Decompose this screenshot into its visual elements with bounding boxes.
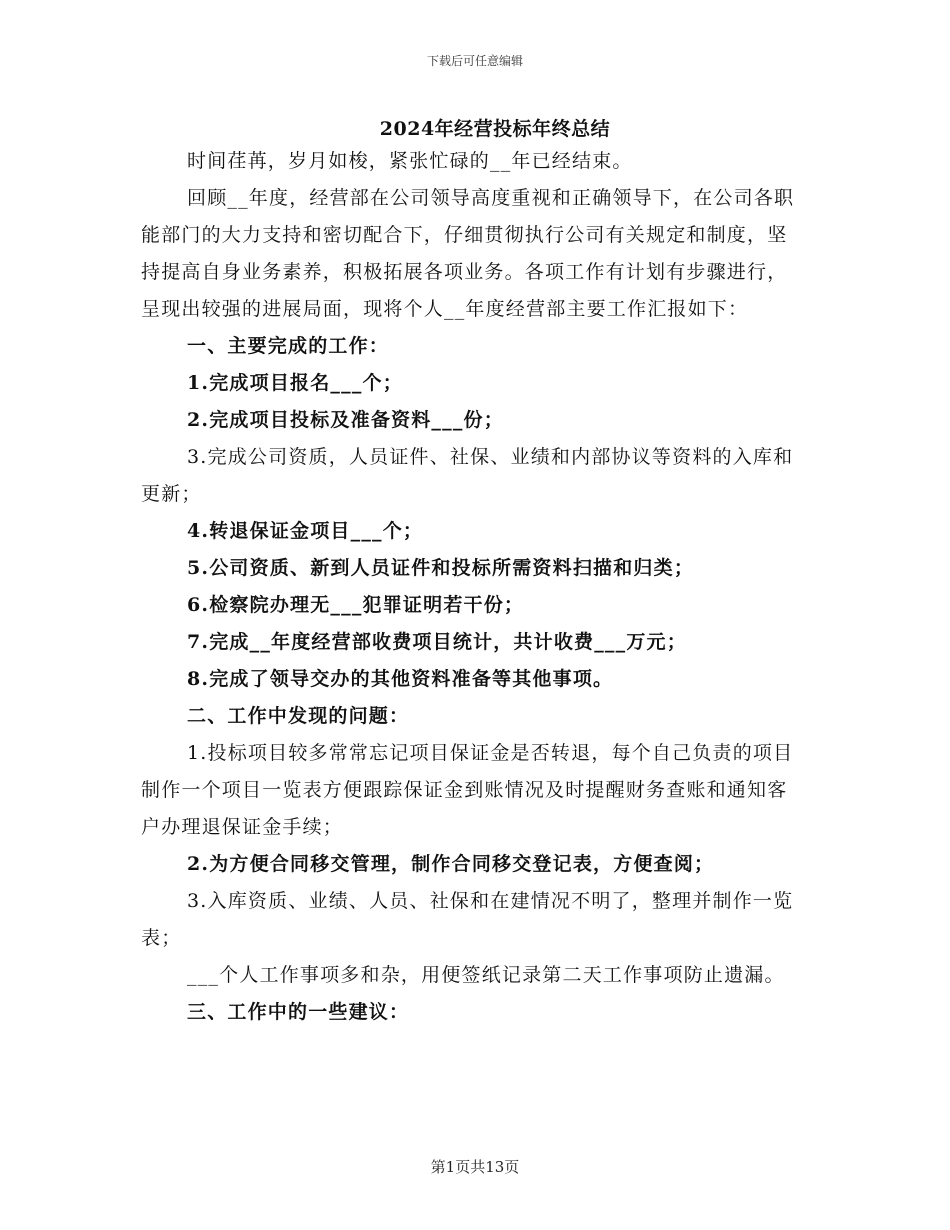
list-item: 7.完成__年度经营部收费项目统计，共计收费___万元； [187, 631, 687, 653]
section-heading: 三、工作中的一些建议： [187, 1001, 410, 1023]
document-title: 2024年经营投标年终总结 [379, 118, 611, 140]
paragraph: 时间荏苒，岁月如梭，紧张忙碌的__年已经结束。 [187, 150, 633, 172]
list-item: 8.完成了领导交办的其他资料准备等其他事项。 [187, 668, 614, 690]
list-item: 1.完成项目报名___个； [187, 372, 403, 394]
list-item: 6.检察院办理无___犯罪证明若干份； [187, 594, 525, 616]
list-item: 4.转退保证金项目___个； [187, 520, 424, 542]
section-heading: 一、主要完成的工作： [187, 335, 390, 357]
page-footer: 第1页共13页 [430, 1158, 520, 1176]
document-body [141, 143, 801, 1031]
list-item: 2.为方便合同移交管理，制作合同移交登记表，方便查阅； [187, 853, 715, 875]
page-header: 下载后可任意编辑 [426, 54, 523, 68]
list-item: 3.入库资质、业绩、人员、社保和在建情况不明了，整理并制作一览表； [141, 890, 794, 949]
section-heading: 二、工作中发现的问题： [187, 705, 410, 727]
list-item: 5.公司资质、新到人员证件和投标所需资料扫描和归类； [187, 557, 695, 579]
list-item: 2.完成项目投标及准备资料___份； [187, 409, 504, 431]
paragraph: 回顾__年度，经营部在公司领导高度重视和正确领导下，在公司各职能部门的大力支持和密切配合下，仔细贯彻执行公司有关规定和制度，坚持提高自身业务素养，积极拓展各项业务。各项工作有计划有步骤进行，呈现出较强的进展局面，现将个人__年度经营部主要工作汇报如下： [141, 187, 795, 320]
list-item: 3.完成公司资质，人员证件、社保、业绩和内部协议等资料的入库和更新； [141, 446, 794, 505]
list-item: ___个人工作事项多和杂，用便签纸记录第二天工作事项防止遗漏。 [187, 964, 785, 986]
list-item: 1.投标项目较多常常忘记项目保证金是否转退，每个自己负责的项目制作一个项目一览表方便跟踪保证金到账情况及时提醒财务查账和通知客户办理退保证金手续； [141, 742, 794, 838]
